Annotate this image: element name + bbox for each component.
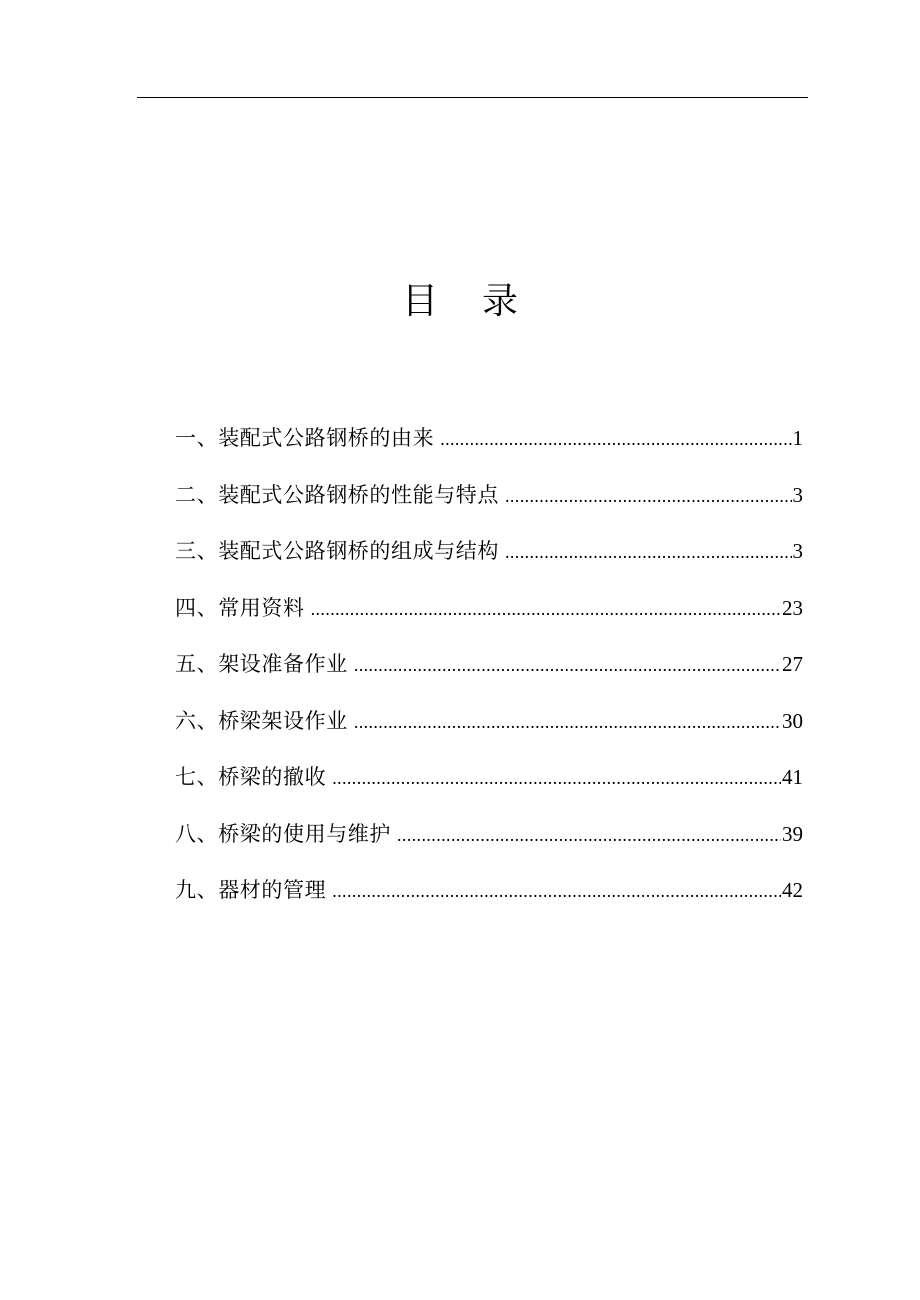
toc-dot-leader [354, 645, 781, 685]
toc-dot-leader [354, 702, 781, 742]
toc-entry-label: 三、装配式公路钢桥的组成与结构 [175, 539, 499, 563]
toc-entry-page: 27 [782, 652, 803, 676]
toc-entry-2[interactable] [175, 475, 803, 532]
toc-entry-6[interactable] [175, 701, 803, 758]
toc-dot-leader [332, 871, 781, 911]
toc-entry-label: 六、桥梁架设作业 [175, 708, 348, 733]
toc-entry-label: 二、装配式公路钢桥的性能与特点 [175, 482, 499, 507]
page-title-char-2: 录 [482, 281, 519, 322]
page-title-char-1: 目 [401, 281, 438, 322]
toc-entry-page: 3 [792, 539, 803, 563]
toc-entry-page: 39 [782, 821, 803, 846]
toc-dot-leader [440, 419, 791, 459]
toc-entry-label: 八、桥梁的使用与维护 [175, 821, 391, 846]
toc-dot-leader [332, 758, 781, 798]
toc-entry-label: 一、装配式公路钢桥的由来 [175, 426, 435, 450]
toc-entry-page: 42 [782, 878, 803, 902]
table-of-contents [175, 418, 803, 927]
toc-dot-leader [505, 532, 792, 572]
toc-entry-page: 30 [782, 708, 803, 733]
toc-entry-label: 九、器材的管理 [175, 878, 327, 902]
toc-entry-9[interactable] [175, 870, 803, 927]
page-title [0, 278, 920, 326]
toc-entry-1[interactable] [175, 418, 803, 475]
toc-dot-leader [311, 589, 781, 629]
toc-entry-8[interactable] [175, 814, 803, 871]
header-rule [137, 97, 808, 98]
toc-entry-label: 五、架设准备作业 [175, 652, 348, 676]
toc-entry-page: 1 [792, 426, 803, 450]
toc-entry-label: 四、常用资料 [175, 595, 305, 620]
toc-entry-7[interactable] [175, 757, 803, 814]
toc-dot-leader [505, 476, 792, 516]
toc-dot-leader [397, 815, 781, 855]
toc-entry-page: 41 [782, 765, 803, 789]
toc-entry-page: 3 [792, 482, 803, 507]
toc-entry-label: 七、桥梁的撤收 [175, 765, 327, 789]
toc-entry-3[interactable] [175, 531, 803, 588]
toc-entry-page: 23 [782, 595, 803, 620]
toc-entry-5[interactable] [175, 644, 803, 701]
toc-entry-4[interactable] [175, 588, 803, 645]
